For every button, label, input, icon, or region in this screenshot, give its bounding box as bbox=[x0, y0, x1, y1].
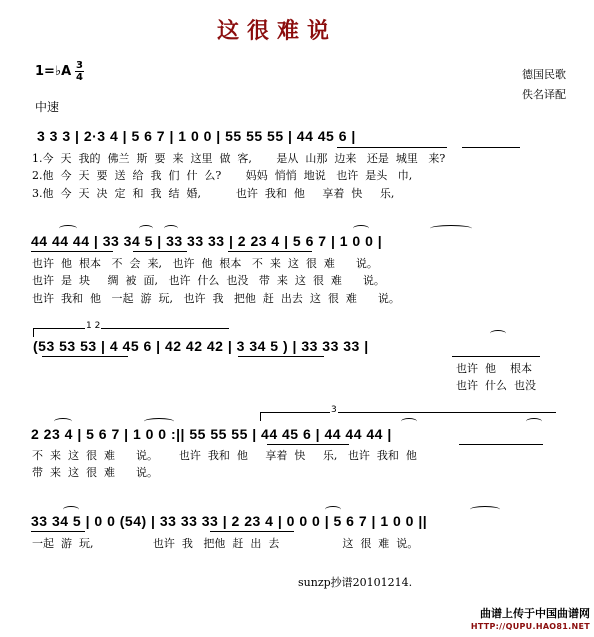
lyric-line-4-verse-1: 不 来 这 很 难 说。 也许 我和 他 享着 快 乐, 也许 我和 他 bbox=[32, 449, 417, 462]
slur-mark bbox=[430, 225, 472, 232]
slur-mark bbox=[353, 225, 369, 232]
slur-mark bbox=[54, 418, 72, 425]
underline-beam bbox=[133, 251, 187, 252]
watermark-url: HTTP://QUPU.HAO81.NET bbox=[470, 622, 590, 631]
slur-mark bbox=[490, 330, 506, 337]
slur-mark bbox=[526, 418, 542, 425]
lyric-line-4-verse-2: 带 来 这 很 难 说。 bbox=[32, 466, 158, 479]
score-line-1-notes: 3 3 3 | 2·3 4 | 5 6 7 | 1 0 0 | 55 55 55 | 44 45 6 | bbox=[37, 128, 356, 144]
underline-beam bbox=[238, 356, 324, 357]
score-line-3-notes: (53 53 53 | 4 45 6 | 42 42 42 | 3 34 5 ) | 33 33 33 | bbox=[33, 338, 369, 354]
lyric-line-2-verse-2: 也许 是 块 绸 被 面, 也许 什么 也没 带 来 这 很 难 说。 bbox=[32, 274, 385, 287]
underline-beam bbox=[31, 531, 85, 532]
lyric-line-1-verse-2: 2.他 今 天 要 送 给 我 们 什 么? 妈妈 悄悄 地说 也许 是头 巾, bbox=[32, 169, 413, 182]
slur-mark bbox=[325, 506, 341, 513]
score-line-2-notes: 44 44 44 | 33 34 5 | 33 33 33 | 2 23 4 | 5 6 7 | 1 0 0 | bbox=[31, 233, 383, 249]
score-line-4-notes: 2 23 4 | 5 6 7 | 1 0 0 :|| 55 55 55 | 44 45 6 | 44 44 44 | bbox=[31, 426, 392, 442]
slur-mark bbox=[139, 225, 153, 232]
transcriber-signature: sunzp抄谱20101214. bbox=[298, 576, 413, 589]
underline-beam bbox=[31, 251, 113, 252]
bracket-left-tick bbox=[260, 413, 261, 421]
lyricist-credit: 德国民歌 bbox=[522, 68, 566, 81]
underline-beam bbox=[462, 147, 520, 148]
underline-beam bbox=[228, 251, 312, 252]
lyric-line-2-verse-3: 也许 我和 他 一起 游 玩, 也许 我 把他 赶 出去 这 很 难 说。 bbox=[32, 292, 400, 305]
lyric-line-1-verse-1: 1.今 天 我的 佛兰 斯 要 来 这里 做 客, 是从 山那 边来 还是 城里 来? bbox=[32, 152, 446, 165]
score-line-5-notes: 33 34 5 | 0 0 (54) | 33 33 33 | 2 23 4 | 0 0 0 | 5 6 7 | 1 0 0 || bbox=[31, 513, 428, 529]
lyric-line-2-verse-1: 也许 他 根本 不 会 来, 也许 他 根本 不 来 这 很 难 说。 bbox=[32, 257, 378, 270]
underline-beam bbox=[459, 444, 543, 445]
watermark-title: 曲谱上传于中国曲谱网 bbox=[480, 607, 590, 620]
lyric-line-3-verse-2: 也许 什么 也没 bbox=[456, 379, 536, 392]
underline-beam bbox=[452, 356, 540, 357]
bracket-left-tick bbox=[33, 329, 34, 337]
tempo-marking: 中速 bbox=[35, 100, 60, 114]
slur-mark bbox=[63, 506, 79, 513]
meter-bottom: 4 bbox=[76, 72, 83, 83]
slur-mark bbox=[144, 418, 174, 425]
translator-credit: 佚名译配 bbox=[522, 88, 566, 101]
underline-beam bbox=[267, 444, 349, 445]
lyric-line-1-verse-3: 3.他 今 天 决 定 和 我 结 婚, 也许 我和 他 享着 快 乐, bbox=[32, 187, 395, 200]
key-signature: 1=♭A bbox=[35, 64, 72, 79]
site-watermark bbox=[462, 607, 590, 633]
underline-beam bbox=[42, 356, 128, 357]
time-signature bbox=[75, 60, 84, 83]
slur-mark bbox=[470, 506, 500, 513]
underline-beam bbox=[337, 147, 447, 148]
lyric-line-3-verse-1: 也许 他 根本 bbox=[456, 362, 532, 375]
page-title: 这很难说 bbox=[216, 18, 337, 44]
lyric-line-5-verse-1: 一起 游 玩, 也许 我 把他 赶 出 去 这 很 难 说。 bbox=[32, 537, 419, 550]
slur-mark bbox=[59, 225, 77, 232]
slur-mark bbox=[164, 225, 178, 232]
meter-top: 3 bbox=[76, 60, 83, 71]
bracket-label: 3 bbox=[331, 405, 337, 415]
underline-beam bbox=[210, 531, 294, 532]
slur-mark bbox=[401, 418, 417, 425]
bracket-label: 1 2 bbox=[86, 321, 101, 331]
repeat-bracket bbox=[33, 321, 229, 335]
